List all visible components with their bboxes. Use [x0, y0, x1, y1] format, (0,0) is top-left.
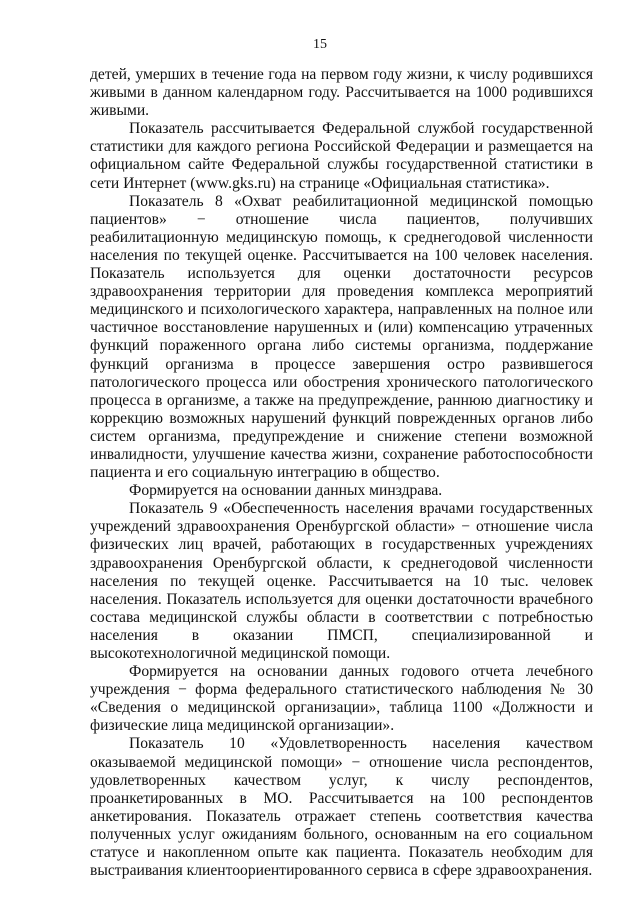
paragraph-indicator-10: Показатель 10 «Удовлетворенность населения качеством оказываемой медицинской помощи» − отношение числа респондентов, удовлетворенных качеством услуг, к числу респондентов, проанкетированных в МО. Рассчитывается на 100 респондентов анкетирования. Показатель отражает степень соответствия качества полученных услуг ожиданиям больного, основанным на его социальном статусе и накопленном опыте как пациента. Показатель необходим для выстраивания клиентоориентированного сервиса в сфере здравоохранения. — [90, 735, 593, 880]
paragraph-indicator-9-source: Формируется на основании данных годового отчета лечебного учреждения − форма федерального статистического наблюдения № 30 «Сведения о медицинской организации», таблица 1100 «Должности и физические лица медицинской организации». — [90, 663, 593, 735]
paragraph-indicator-8: Показатель 8 «Охват реабилитационной медицинской помощью пациентов» − отношение числа пациентов, получивших реабилитационную медицинскую помощь, к среднегодовой численности населения по текущей оценке. Рассчитывается на 100 человек населения. Показатель используется для оценки достаточности ресурсов здравоохранения территории для проведения комплекса мероприятий медицинского и психологического характера, направленных на полное или частичное восстановление нарушенных и (или) компенсацию утраченных функций пораженного органа либо системы организма, поддержание функций организма в процессе завершения остро развившегося патологического процесса или обострения хронического патологического процесса в организме, а также на предупреждение, раннюю диагностику и коррекцию возможных нарушений функций поврежденных органов либо систем организма, предупреждение и снижение степени возможной инвалидности, улучшение качества жизни, сохранение работоспособности пациента и его социальную интеграцию в общество. — [90, 192, 593, 482]
document-body — [90, 66, 593, 880]
page-number: 15 — [313, 37, 327, 52]
paragraph-rosstat-source: Показатель рассчитывается Федеральной службой государственной статистики для каждого региона Российской Федерации и размещается на официальном сайте Федеральной службы государственной статистики в сети Интернет (www.gks.ru) на странице «Официальная статистика». — [90, 120, 593, 192]
paragraph-indicator-9: Показатель 9 «Обеспеченность населения врачами государственных учреждений здравоохранения Оренбургской области» − отношение числа физических лиц врачей, работающих в государственных учреждениях здравоохранения Оренбургской области, к среднегодовой численности населения по текущей оценке. Рассчитывается на 10 тыс. человек населения. Показатель используется для оценки достаточности врачебного состава медицинской службы области в соответствии с потребностью населения в оказании ПМСП, специализированной и высокотехнологичной медицинской помощи. — [90, 500, 593, 662]
paragraph-infant-mortality-end: детей, умерших в течение года на первом году жизни, к числу родившихся живыми в данном календарном году. Рассчитывается на 1000 родившихся живыми. — [90, 66, 593, 120]
paragraph-indicator-8-source: Формируется на основании данных минздрава. — [129, 482, 443, 500]
